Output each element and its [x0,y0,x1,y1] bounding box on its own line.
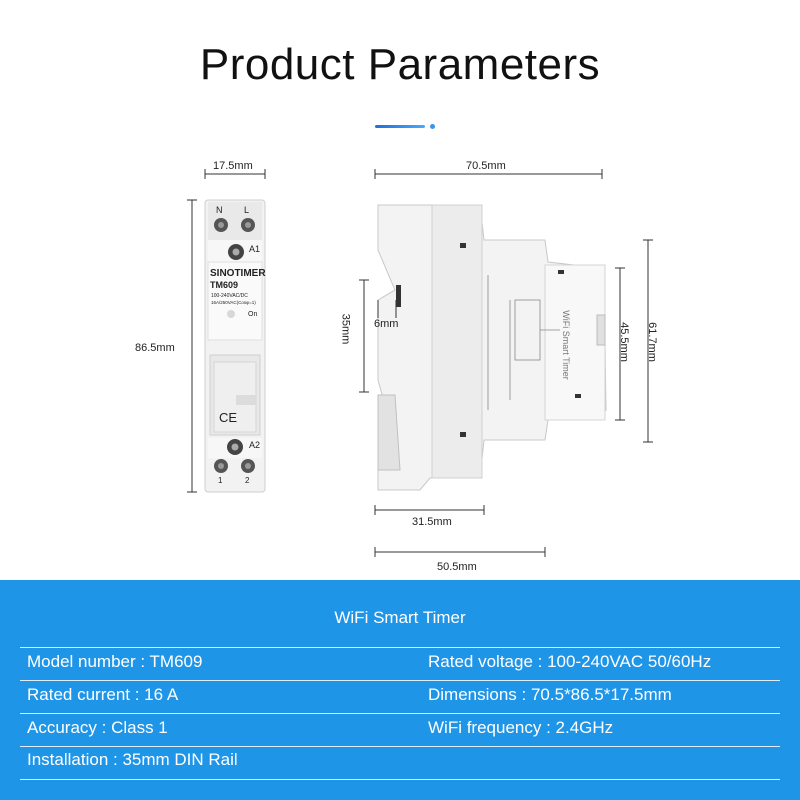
front-width-dimension: 17.5mm [213,160,253,172]
front-height-dimension: 86.5mm [135,342,175,354]
specs-title: WiFi Smart Timer [334,608,466,627]
ce-mark: CE [219,410,238,425]
spec-model-number: Model number : TM609 [27,652,203,671]
specs-panel [0,580,800,800]
brand-label: SINOTIMER [210,268,266,279]
spec-rated-current: Rated current : 16 A [27,685,179,704]
spec-installation: Installation : 35mm DIN Rail [27,750,238,769]
outer-height-dimension: 61.7mm [645,322,658,362]
divider [20,647,780,648]
rail-dimension: 35mm [339,313,352,345]
side-width-dimension: 70.5mm [466,160,506,172]
terminal-l-label: L [244,205,250,215]
inner-height-dimension: 45.5mm [617,322,630,362]
a2-label: A2 [249,440,261,450]
terminal-2-label: 2 [245,476,250,485]
side-panel-label: WiFi Smart Timer [560,310,571,380]
terminal-1-label: 1 [218,476,223,485]
outer-depth-dimension: 50.5mm [437,561,477,573]
voltage-label: 100-240VAC/DC [211,293,248,299]
rating-label: 16A/250VAC(Cosφ=1) [211,300,256,305]
page-title: Product Parameters [199,40,601,89]
spec-rated-voltage: Rated voltage : 100-240VAC 50/60Hz [428,652,712,671]
divider [20,680,780,681]
divider [20,779,780,780]
a1-label: A1 [249,244,261,254]
spec-accuracy: Accuracy : Class 1 [27,718,168,737]
spec-wifi-frequency: WiFi frequency : 2.4GHz [428,718,614,737]
divider [20,713,780,714]
inner-depth-dimension: 31.5mm [412,516,452,528]
led-label: On [248,311,258,318]
divider [20,746,780,747]
spec-dimensions: Dimensions : 70.5*86.5*17.5mm [428,685,672,704]
terminal-n-label: N [216,205,223,215]
slot-dimension: 6mm [374,318,399,330]
model-label: TM609 [210,280,239,290]
